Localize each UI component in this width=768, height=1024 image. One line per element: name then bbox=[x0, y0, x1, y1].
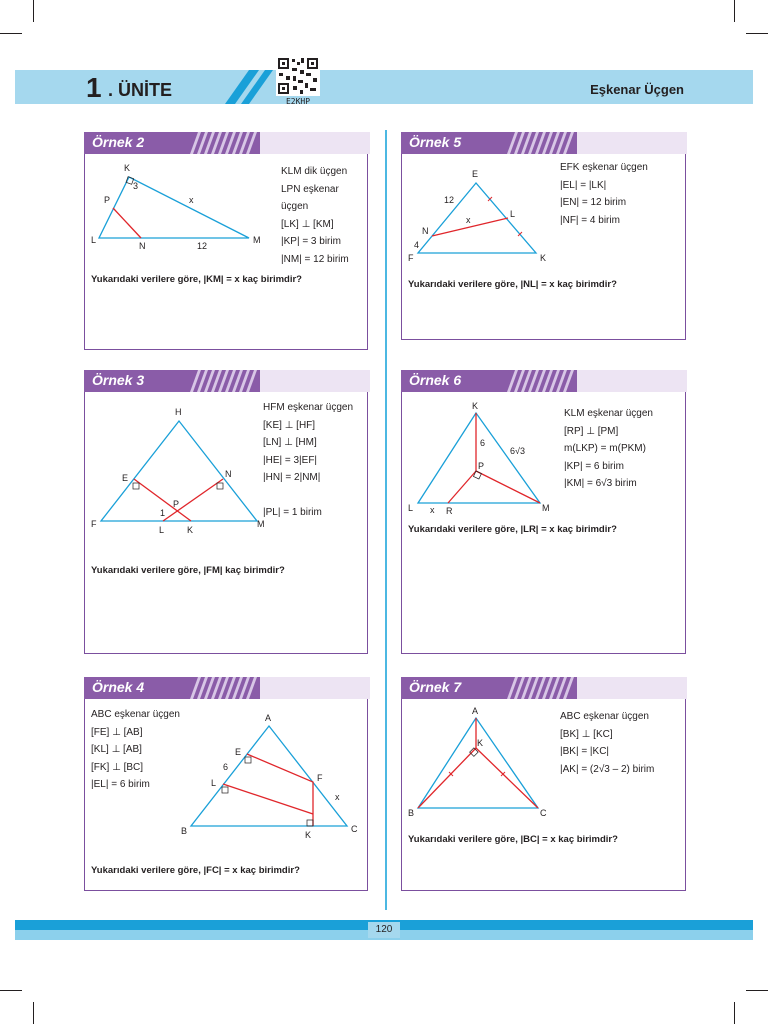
given-item: KLM dik üçgen bbox=[281, 166, 348, 177]
vertex-label: K bbox=[305, 830, 312, 840]
vertex-label: B bbox=[181, 826, 188, 836]
given-item: üçgen bbox=[281, 201, 309, 212]
vertex-label: E bbox=[122, 473, 129, 483]
example-card bbox=[401, 370, 686, 654]
given-item: KLM eşkenar üçgen bbox=[564, 408, 653, 419]
example-title: Örnek 3 bbox=[92, 372, 145, 388]
example-card bbox=[84, 370, 368, 654]
example-header bbox=[84, 132, 368, 154]
given-item: |EL| = |LK| bbox=[560, 179, 607, 191]
given-item: HFM eşkenar üçgen bbox=[263, 402, 354, 413]
header-stripes bbox=[215, 70, 275, 104]
vertex-label: M bbox=[257, 519, 265, 529]
header-stripes bbox=[190, 677, 370, 699]
segment-label: x bbox=[189, 195, 194, 205]
example-header bbox=[84, 677, 368, 699]
figure-triangle bbox=[89, 403, 269, 533]
vertex-label: R bbox=[446, 506, 453, 516]
given-list bbox=[91, 706, 180, 794]
question-text: Yukarıdaki verilere göre, |BC| = x kaç birimdir? bbox=[408, 834, 618, 845]
given-item: [KE] ⊥ [HF] bbox=[263, 419, 316, 431]
segment-label: 6√3 bbox=[510, 446, 525, 456]
vertex-label: L bbox=[510, 209, 516, 219]
crop-mark bbox=[734, 1002, 735, 1024]
header-stripes bbox=[507, 370, 687, 392]
example-card bbox=[84, 677, 368, 891]
page-topic: Eşkenar Üçgen bbox=[590, 82, 684, 97]
segment-label: 4 bbox=[414, 240, 420, 250]
example-header bbox=[84, 370, 368, 392]
given-item: LPN eşkenar bbox=[281, 183, 339, 195]
vertex-label: F bbox=[317, 773, 323, 783]
vertex-label: F bbox=[91, 519, 97, 529]
given-item: m(LKP) = m(PKM) bbox=[564, 443, 646, 454]
example-header bbox=[401, 132, 686, 154]
figure-triangle bbox=[406, 399, 566, 519]
vertex-label: P bbox=[173, 499, 180, 509]
header-stripes bbox=[190, 370, 370, 392]
figure-triangle bbox=[406, 163, 556, 263]
given-item: |NM| = 12 birim bbox=[281, 253, 349, 265]
page-number: 120 bbox=[368, 922, 400, 938]
segment-label: x bbox=[466, 215, 471, 225]
example-title: Örnek 6 bbox=[409, 372, 462, 388]
segment-label: 12 bbox=[444, 195, 455, 205]
vertex-label: K bbox=[472, 401, 479, 411]
segment-label: 6 bbox=[223, 762, 229, 772]
given-item: [FE] ⊥ [AB] bbox=[91, 726, 143, 738]
crop-mark bbox=[0, 990, 22, 991]
unit-label: . ÜNİTE bbox=[108, 80, 173, 100]
vertex-label: K bbox=[124, 163, 131, 173]
segment-label: x bbox=[430, 505, 435, 515]
given-item: |EL| = 6 birim bbox=[91, 779, 150, 790]
example-title: Örnek 7 bbox=[409, 679, 462, 695]
vertex-label: L bbox=[159, 525, 165, 533]
given-list bbox=[281, 163, 349, 268]
given-item: |PL| = 1 birim bbox=[263, 507, 322, 518]
given-list bbox=[560, 159, 648, 229]
question-text: Yukarıdaki verilere göre, |KM| = x kaç birimdir? bbox=[91, 274, 302, 285]
crop-mark bbox=[33, 1002, 34, 1024]
question-text: Yukarıdaki verilere göre, |FM| kaç birimdir? bbox=[91, 565, 285, 576]
figure-triangle bbox=[89, 161, 269, 251]
given-item: |EN| = 12 birim bbox=[560, 197, 627, 208]
crop-mark bbox=[0, 33, 22, 34]
vertex-label: N bbox=[422, 226, 429, 236]
example-card bbox=[401, 677, 686, 891]
header-stripes bbox=[190, 132, 370, 154]
crop-mark bbox=[746, 990, 768, 991]
given-item: |KP| = 3 birim bbox=[281, 236, 341, 247]
vertex-label: N bbox=[225, 469, 232, 479]
vertex-label: E bbox=[472, 169, 479, 179]
header-stripes bbox=[507, 677, 687, 699]
vertex-label: P bbox=[478, 461, 485, 471]
example-header bbox=[401, 677, 686, 699]
vertex-label: C bbox=[351, 824, 358, 834]
figure-triangle bbox=[179, 710, 365, 840]
vertex-label: M bbox=[542, 503, 550, 513]
qr-code bbox=[276, 56, 320, 96]
vertex-label: C bbox=[540, 808, 547, 818]
qr-code-text: E2KHP bbox=[285, 97, 311, 106]
given-item: [KL] ⊥ [AB] bbox=[91, 744, 142, 755]
segment-label: 6 bbox=[480, 438, 486, 448]
given-list bbox=[263, 399, 353, 522]
vertex-label: K bbox=[540, 253, 547, 263]
figure-triangle bbox=[406, 706, 566, 818]
vertex-label: A bbox=[472, 706, 479, 716]
vertex-label: L bbox=[408, 503, 414, 513]
segment-label: x bbox=[335, 792, 340, 802]
given-item: |BK| = |KC| bbox=[560, 746, 610, 757]
given-item: ABC eşkenar üçgen bbox=[560, 711, 649, 722]
given-item: |NF| = 4 birim bbox=[560, 214, 620, 226]
given-item: |HE| = 3|EF| bbox=[263, 454, 318, 466]
segment-label: 12 bbox=[197, 241, 208, 251]
given-list bbox=[564, 405, 653, 493]
example-header bbox=[401, 370, 686, 392]
vertex-label: B bbox=[408, 808, 415, 818]
question-text: Yukarıdaki verilere göre, |NL| = x kaç birimdir? bbox=[408, 279, 617, 290]
example-card bbox=[401, 132, 686, 340]
vertex-label: E bbox=[235, 747, 242, 757]
given-item bbox=[263, 487, 353, 505]
vertex-label: M bbox=[253, 235, 261, 245]
vertex-label: K bbox=[187, 525, 194, 533]
given-item: EFK eşkenar üçgen bbox=[560, 162, 648, 173]
example-title: Örnek 4 bbox=[92, 679, 145, 695]
given-item: |KP| = 6 birim bbox=[564, 460, 624, 472]
header-stripes bbox=[507, 132, 687, 154]
example-title: Örnek 2 bbox=[92, 134, 145, 150]
vertex-label: P bbox=[104, 195, 111, 205]
given-list bbox=[560, 708, 654, 778]
unit-number: 1 bbox=[86, 72, 102, 103]
vertex-label: H bbox=[175, 407, 182, 417]
given-item: [RP] ⊥ [PM] bbox=[564, 425, 619, 437]
given-item: |HN| = 2|NM| bbox=[263, 472, 321, 483]
crop-mark bbox=[734, 0, 735, 22]
vertex-label: L bbox=[211, 778, 217, 788]
vertex-label: L bbox=[91, 235, 97, 245]
crop-mark bbox=[746, 33, 768, 34]
given-item: [LN] ⊥ [HM] bbox=[263, 437, 317, 448]
given-item: [LK] ⊥ [KM] bbox=[281, 218, 334, 230]
vertex-label: N bbox=[139, 241, 146, 251]
given-item: ABC eşkenar üçgen bbox=[91, 709, 180, 720]
given-item: |AK| = (2√3 – 2) birim bbox=[560, 763, 655, 775]
column-divider bbox=[385, 130, 387, 910]
given-item: [BK] ⊥ [KC] bbox=[560, 728, 613, 740]
vertex-label: F bbox=[408, 253, 414, 263]
crop-mark bbox=[33, 0, 34, 22]
example-card bbox=[84, 132, 368, 350]
example-title: Örnek 5 bbox=[409, 134, 462, 150]
segment-label: 1 bbox=[160, 508, 166, 518]
vertex-label: K bbox=[477, 738, 484, 748]
question-text: Yukarıdaki verilere göre, |FC| = x kaç birimdir? bbox=[91, 865, 300, 876]
segment-label: 3 bbox=[133, 181, 139, 191]
given-item: |KM| = 6√3 birim bbox=[564, 478, 637, 489]
vertex-label: A bbox=[265, 713, 272, 723]
question-text: Yukarıdaki verilere göre, |LR| = x kaç birimdir? bbox=[408, 524, 617, 535]
given-item: [FK] ⊥ [BC] bbox=[91, 761, 144, 773]
